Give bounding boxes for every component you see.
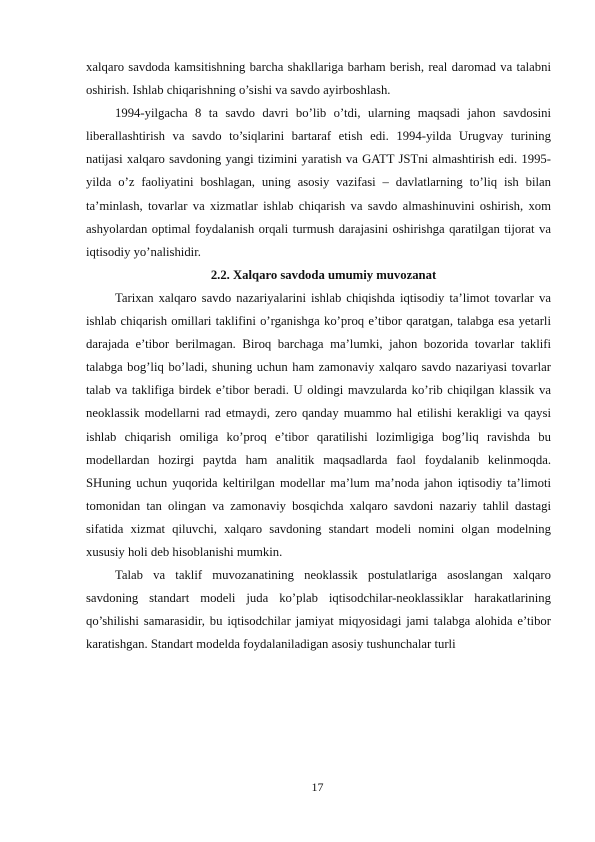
document-body xyxy=(86,56,551,656)
paragraph: 1994-yilgacha 8 ta savdo davri bo’lib o’tdi, ularning maqsadi jahon savdosini liberallashtirish va savdo to’siqlarini bartaraf etish edi. 1994-yilda Urugvay turining natijasi xalqaro savdoning yangi tizimini yaratish va GATT JSTni almashtirish edi. 1995-yilda o’z faoliyatini boshlagan, uning asosiy vazifasi – davlatlarning to’liq ish bilan ta’minlash, tovarlar va xizmatlar ishlab chiqarish va savdo almashinuvini oshirish, xom ashyolardan optimal foydalanish orqali turmush darajasini oshirishga qaratilgan tijorat va iqtisodiy yo’nalishidir. xyxy=(86,106,551,259)
paragraph: Talab va taklif muvozanatining neoklassik postulatlariga asoslangan xalqaro savdoning standart modeli juda ko’plab iqtisodchilar-neoklassiklar harakatlarining qo’shilishi samarasidir, bu iqtisodchilar jamiyat miqyosidagi jami talabga alohida e’tibor karatishgan. Standart modelda foydalaniladigan asosiy tushunchalar turli xyxy=(86,568,551,652)
section-heading: 2.2. Xalqaro savdoda umumiy muvozanat xyxy=(210,267,437,282)
page-number: 17 xyxy=(311,780,324,794)
paragraph: xalqaro savdoda kamsitishning barcha shakllariga barham berish, real daromad va talabni oshirish. Ishlab chiqarishning o’sishi va savdo ayirboshlash. xyxy=(86,60,551,98)
paragraph: Tarixan xalqaro savdo nazariyalarini ishlab chiqishda iqtisodiy ta’limot tovarlar va ishlab chiqarish omillari taklifini o’rganishga ko’proq e’tibor qaratgan, talabga esa yetarli darajada e’tibor berilmagan. Biroq barchaga ma’lumki, jahon bozorida tovarlar taklifi talabga bog’liq bo’ladi, shuning uchun ham zamonaviy xalqaro savdo nazariyasi tovarlar talab va taklifiga birdek e’tibor beradi. U oldingi mavzularda ko’rib chiqilgan klassik va neoklassik modellarni rad etmaydi, zero qanday muammo hal etilishi kerakligi va qaysi ishlab chiqarish omiliga ko’proq e’tibor qaratilishi lozimligiga bog’liq ravishda bu modellardan hozirgi paytda ham analitik maqsadlarda faol foydalanib kelinmoqda. SHuning uchun yuqorida keltirilgan modellar ma’lum ma’noda jahon iqtisodiy ta’limoti tomonidan tan olingan va zamonaviy bosqichda xalqaro savdoni nazariy tahlil dastagi sifatida xizmat qiluvchi, xalqaro savdoning standart modeli nomini olgan modelning xususiy holi deb hisoblanishi mumkin. xyxy=(86,290,551,559)
